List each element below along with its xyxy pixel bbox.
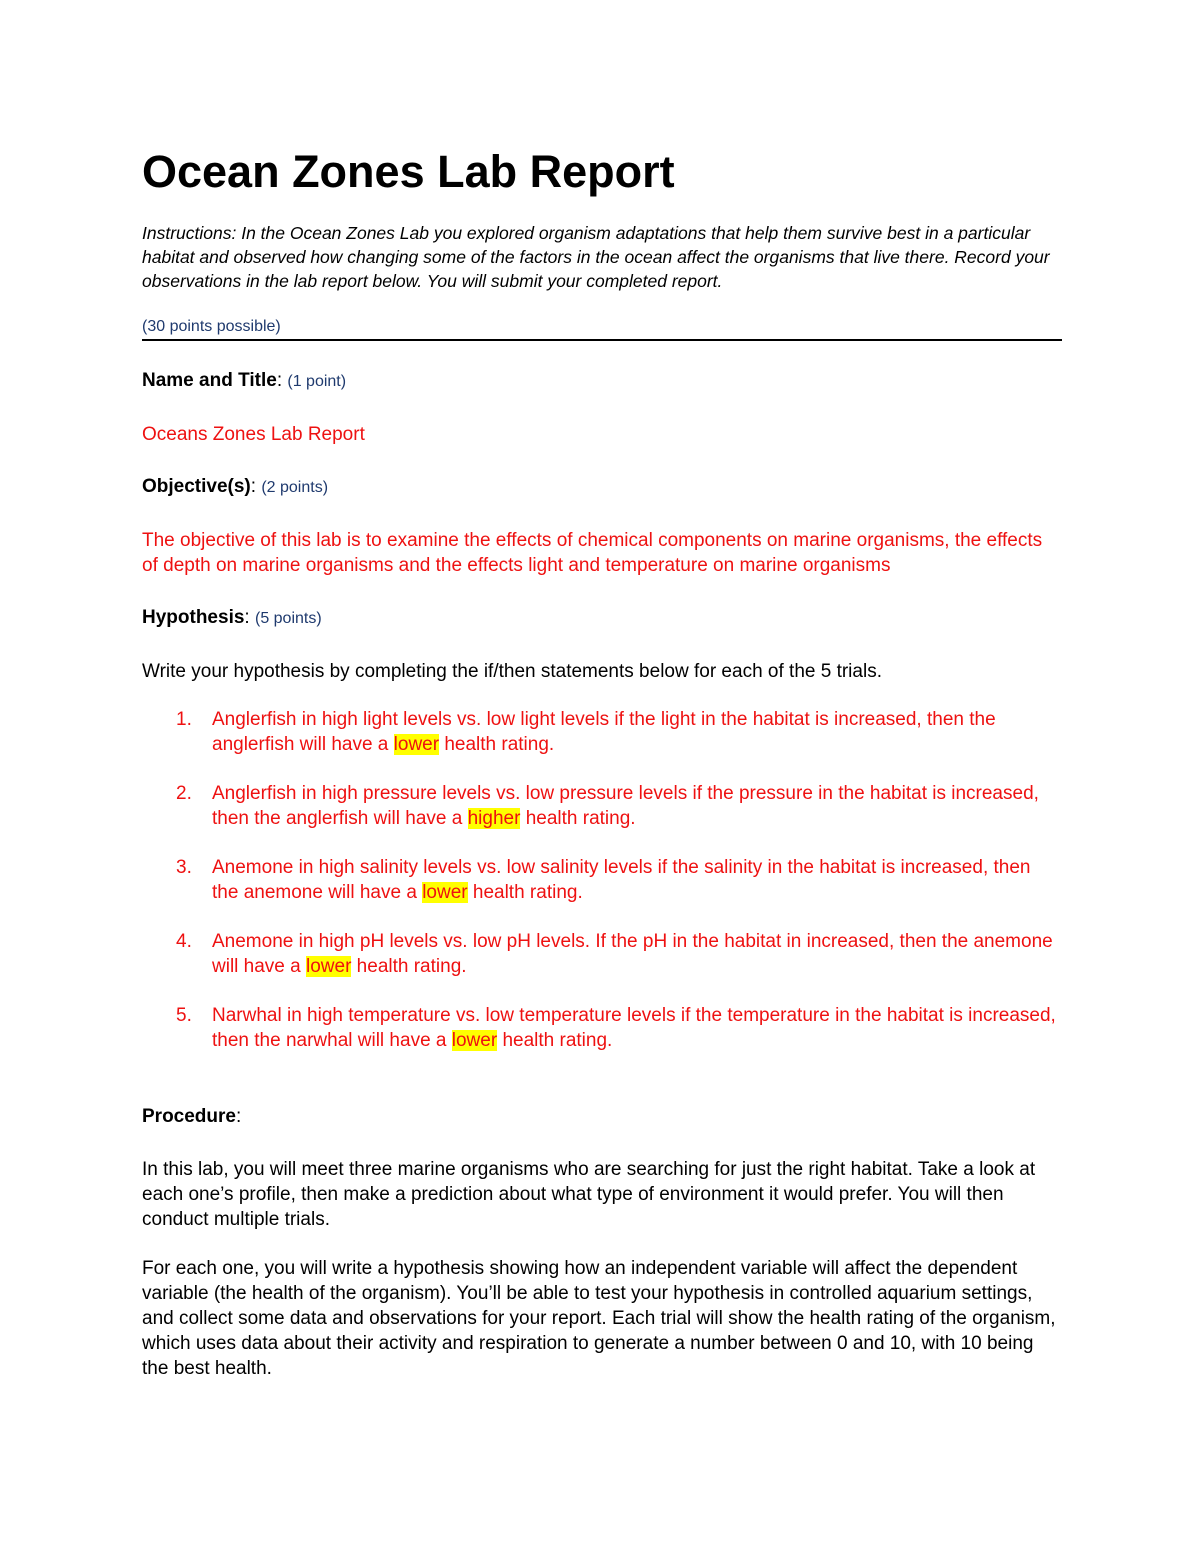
procedure-colon: :	[235, 1106, 242, 1127]
hypothesis-item-end: health rating.	[497, 1030, 613, 1051]
hypothesis-label: Hypothesis	[142, 607, 245, 628]
objective-label: Objective(s)	[142, 476, 251, 497]
name-title-heading	[142, 369, 1062, 394]
name-title-points: (1 point)	[287, 373, 347, 390]
points-possible-label: (30 points possible)	[142, 318, 281, 335]
hypothesis-item-highlight: lower	[393, 734, 440, 755]
hypothesis-item-highlight: lower	[451, 1030, 498, 1051]
objective-heading	[142, 475, 1062, 500]
hypothesis-item-text: Narwhal in high temperature vs. low temperature levels if the temperature in the habitat is increased, then the narwhal will have a	[212, 1005, 1056, 1051]
hypothesis-item-number: 4.	[176, 931, 192, 952]
hypothesis-points: (5 points)	[254, 610, 322, 627]
hypothesis-item-highlight: lower	[422, 882, 468, 903]
hypothesis-colon: :	[244, 607, 250, 628]
hypothesis-item-end: health rating.	[520, 808, 636, 829]
hypothesis-item-end: health rating.	[439, 734, 555, 755]
name-title-colon: :	[276, 370, 283, 391]
name-title-label: Name and Title	[142, 370, 277, 391]
hypothesis-item-text: Anglerfish in high pressure levels vs. low pressure levels if the pressure in the habitat is increased, then the anglerfish will have a	[212, 783, 1039, 829]
objective-answer: The objective of this lab is to examine the effects of chemical components on marine organisms, the effects of depth on marine organisms and the effects light and temperature on marine organisms	[142, 530, 1043, 576]
hypothesis-prompt: Write your hypothesis by completing the if/then statements below for each of the 5 trials.	[142, 661, 882, 682]
hypothesis-item-number: 2.	[176, 783, 192, 804]
hypothesis-heading	[142, 606, 1062, 631]
objective-points: (2 points)	[261, 479, 329, 496]
hypothesis-item	[142, 855, 1062, 905]
points-possible	[142, 317, 1062, 341]
document-page	[142, 145, 1062, 1381]
name-title-answer: Oceans Zones Lab Report	[142, 424, 365, 445]
hypothesis-item-number: 3.	[176, 857, 192, 878]
hypothesis-item-end: health rating.	[351, 956, 467, 977]
hypothesis-item	[142, 781, 1062, 831]
hypothesis-item	[142, 929, 1062, 979]
hypothesis-item-text: Anemone in high salinity levels vs. low salinity levels if the salinity in the habitat is increased, then the anemone will have a	[212, 857, 1031, 903]
procedure-label: Procedure	[142, 1106, 236, 1127]
hypothesis-item-text: Anemone in high pH levels vs. low pH levels. If the pH in the habitat in increased, then the anemone will have a	[212, 931, 1053, 977]
hypothesis-item-number: 1.	[176, 709, 192, 730]
procedure-paragraph-1: In this lab, you will meet three marine organisms who are searching for just the right habitat. Take a look at each one’s profile, then make a prediction about what type of environment it would prefer. You will then conduct multiple trials.	[142, 1159, 1036, 1230]
hypothesis-item-highlight: lower	[306, 956, 352, 977]
procedure-heading	[142, 1105, 1062, 1129]
page-title: Ocean Zones Lab Report	[142, 146, 675, 197]
hypothesis-item-highlight: higher	[467, 808, 521, 829]
hypothesis-item	[142, 707, 1062, 757]
objective-colon: :	[250, 476, 257, 497]
hypothesis-item	[142, 1003, 1062, 1053]
instructions-text: Instructions: In the Ocean Zones Lab you explored organism adaptations that help them survive best in a particular habitat and observed how changing some of the factors in the ocean affect the organisms that live there. Record your observations in the lab report below. You will submit your completed report.	[142, 223, 1050, 291]
procedure-paragraph-2: For each one, you will write a hypothesis showing how an independent variable will affect the dependent variable (the health of the organism). You’ll be able to test your hypothesis in controlled aquarium settings, and collect some data and observations for your report. Each trial will show the health rating of the organism, which uses data about their activity and respiration to generate a number between 0 and 10, with 10 being the best health.	[142, 1258, 1056, 1379]
hypothesis-item-number: 5.	[176, 1005, 192, 1026]
hypothesis-item-text: Anglerfish in high light levels vs. low light levels if the light in the habitat is increased, then the anglerfish will have a	[212, 709, 996, 755]
hypothesis-list	[142, 707, 1062, 1053]
hypothesis-item-end: health rating.	[467, 882, 583, 903]
